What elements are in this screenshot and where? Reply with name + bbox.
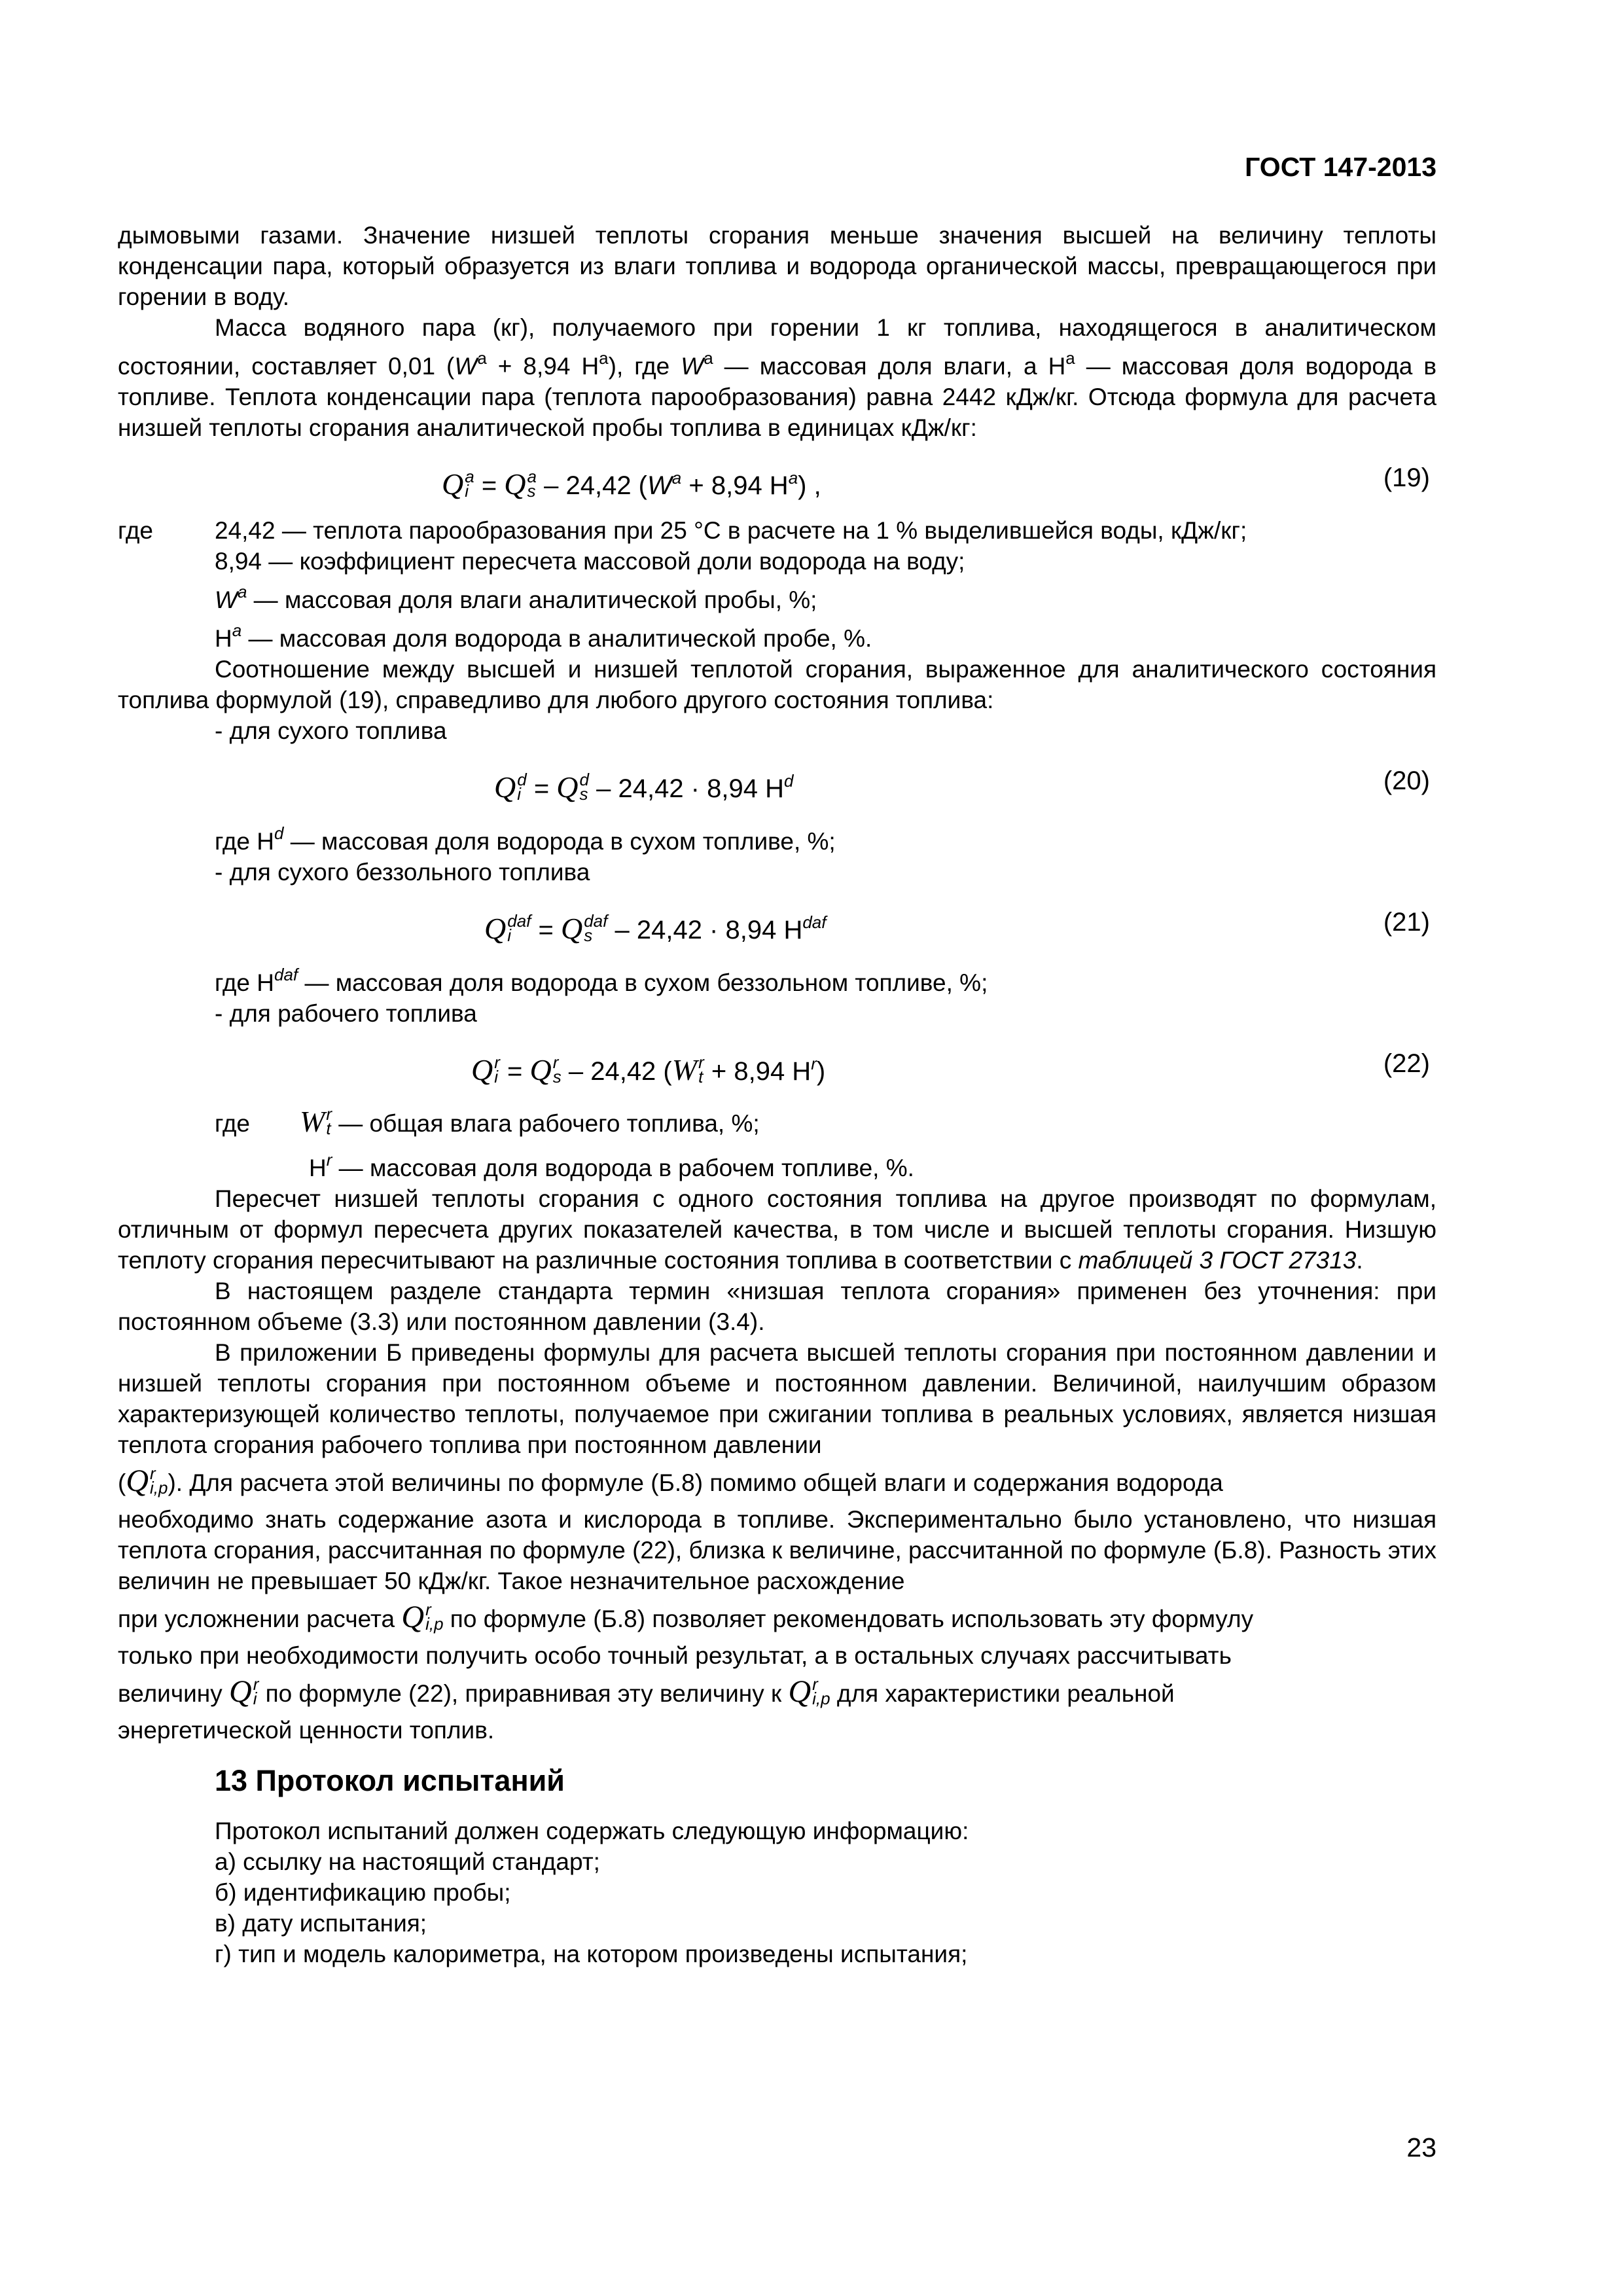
document-body <box>118 220 1436 1969</box>
list-item: а) ссылку на настоящий стандарт; <box>215 1848 600 1875</box>
page-number: 23 <box>1406 2132 1436 2162</box>
formula-19: Q a i = Q a s – 24,42 ($W^a + 8,94$ $H^a$) , (19) <box>442 463 1430 501</box>
definition-line: где $H^d$ — массовая доля водорода в сухом топливе, %; <box>215 823 836 855</box>
formula-number: (22) <box>1383 1049 1430 1078</box>
formula-20: Q d i = Q d s – 24,42 · 8,94 $H^d$ (20) <box>494 766 1430 804</box>
formula-21: Q daf i = Q daf s – 24,42 · 8,94 $H^{daf}$ (21) <box>484 908 1430 945</box>
definition-line: где W r t — общая влага рабочего топлива, %; <box>215 1104 760 1138</box>
list-item: г) тип и модель калориметра, на котором произведены испытания; <box>215 1941 968 1967</box>
formula-22: Q r i = Q r s – 24,42 (W r t + 8,94 $H^r$) (22) <box>471 1049 1430 1086</box>
definition-line: 8,94 — коэффициент пересчета массовой доли водорода на воду; <box>215 548 965 575</box>
state-label-dry-ash-free: - для сухого беззольного топлива <box>215 859 590 886</box>
paragraph-6: В приложении Б приведены формулы для расчета высшей теплоты сгорания при постоянном давлении и низшей теплоты сгорания при постоянном объеме и постоянном давлении. Величиной, наилучшим образом характеризующей количество теплоты, получаемое при сжигании топлива в реальных условиях, является низшая теплота сгорания рабочего топлива при постоянном давлении (Q r i,p ). Для расчета этой величины по формуле (Б.8) помимо общей влаги и содержания водорода необходимо знать содержание азота и кислорода в топливе. Экспериментально было установлено, что низшая теплота сгорания, рассчитанная по формуле (22), близка к величине, рассчитанной по формуле (Б.8). Разность этих величин не превышает 50 кДж/кг. Такое незначительное расхождение при усложнении расчета Q r i,p по формуле (Б.8) позволяет рекомендовать использовать эту формулу только при необходимости получить особо точный результат, а в остальных случаях рассчитывать величину Q r i по формуле (22), приравнивая эту величину к Q r i,p для характеристики реальной энергетической ценности топлив. <box>118 1339 1436 1744</box>
section-13-title: 13 Протокол испытаний <box>215 1764 565 1797</box>
formula-number: (21) <box>1383 908 1430 937</box>
definition-line: $W^a$ — массовая доля влаги аналитической пробы, %; <box>215 582 817 613</box>
list-item: б) идентификацию пробы; <box>215 1879 511 1906</box>
formula-number: (19) <box>1383 463 1430 492</box>
state-label-dry: - для сухого топлива <box>215 717 447 744</box>
definition-line: $H^a$ — массовая доля водорода в аналитической пробе, %. <box>215 620 872 652</box>
paragraph-1: дымовыми газами. Значение низшей теплоты сгорания меньше значения высшей на величину теплоты конденсации пара, который образуется из влаги топлива и водорода органической массы, превращающегося при горении в воду. <box>118 222 1436 310</box>
state-label-working: - для рабочего топлива <box>215 1000 477 1027</box>
paragraph-3: Соотношение между высшей и низшей теплотой сгорания, выраженное для аналитического состояния топлива формулой (19), справедливо для любого другого состояния топлива: <box>118 656 1436 713</box>
document-header: ГОСТ 147-2013 <box>1245 152 1436 182</box>
paragraph-5: В настоящем разделе стандарта термин «низшая теплота сгорания» применен без уточнения: при постоянном объеме (3.3) или постоянном давлении (3.4). <box>118 1278 1436 1335</box>
paragraph-4: Пересчет низшей теплоты сгорания с одного состояния топлива на другое производят по формулам, отличным от формул пересчета других показателей качества, в том числе и высшей теплоты сгорания. Низшую теплоту сгорания пересчитывают на различные состояния топлива в соответствии с таблицей 3 ГОСТ 27313. <box>118 1185 1436 1274</box>
paragraph-2: Масса водяного пара (кг), получаемого при горении 1 кг топлива, находящегося в аналитическом состоянии, составляет 0,01 ($W^a + 8,94$ $H^a$), где $W^a$ — массовая доля влаги, а $H^a$ — массовая доля водорода в топливе. Теплота конденсации пара (теплота парообразования) равна 2442 кДж/кг. Отсюда формула для расчета низшей теплоты сгорания аналитической пробы топлива в единицах кДж/кг: <box>118 314 1436 441</box>
formula-number: (20) <box>1383 766 1430 795</box>
definition-line: $H^r$ — массовая доля водорода в рабочем топливе, %. <box>309 1150 914 1181</box>
list-item: в) дату испытания; <box>215 1910 427 1937</box>
definition-line: где $H^{daf}$ — массовая доля водорода в сухом беззольном топливе, %; <box>215 965 988 996</box>
definition-line: где 24,42 — теплота парообразования при 25 °C в расчете на 1 % выделившейся воды, кДж/кг; <box>118 517 1247 544</box>
section-13-intro: Протокол испытаний должен содержать следующую информацию: <box>215 1818 969 1844</box>
